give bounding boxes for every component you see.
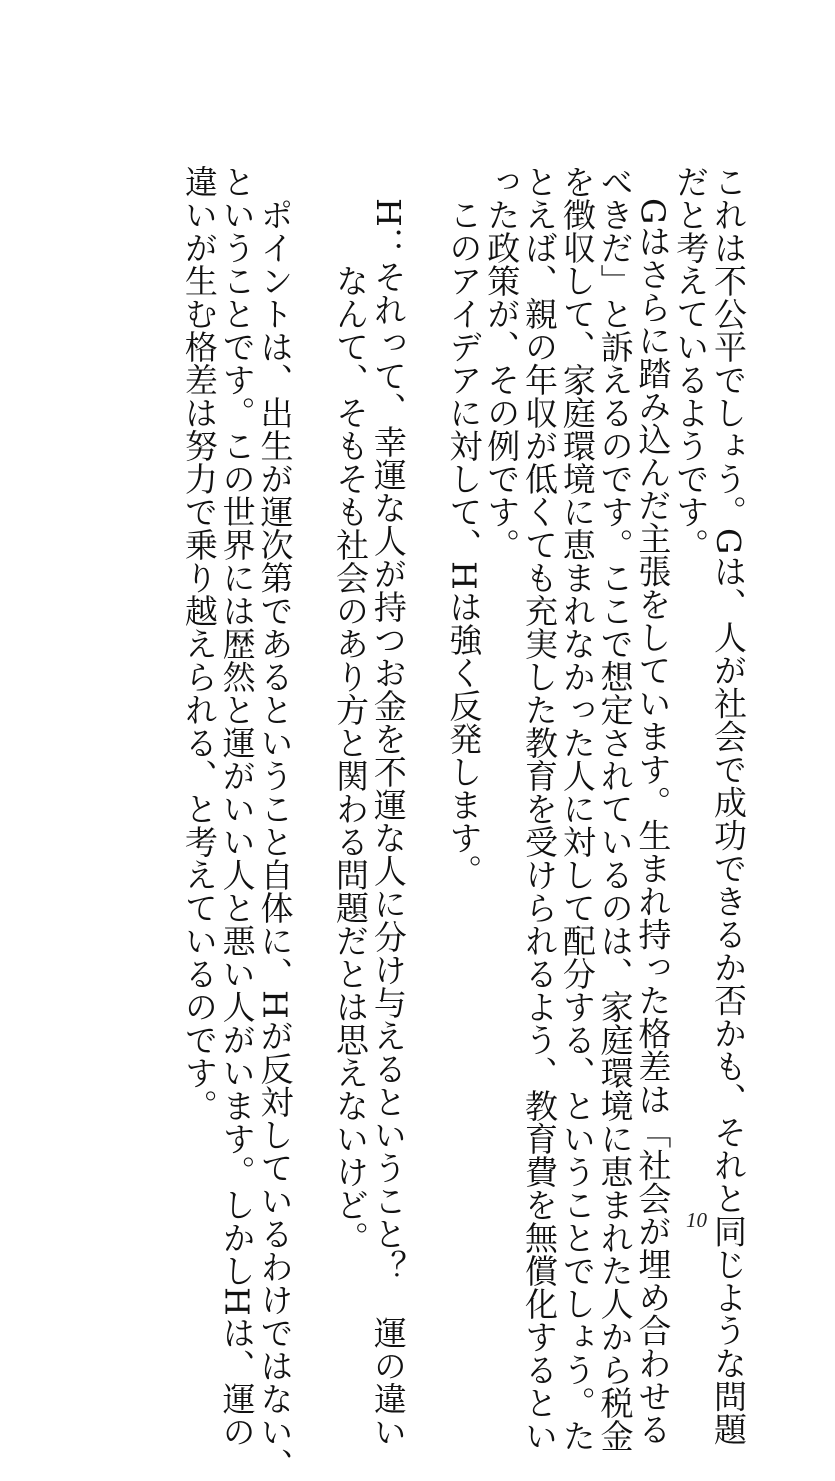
paragraph-4-line-3: 違いが生む格差は努力で乗り越えられる、と考えているのです。 bbox=[179, 165, 219, 1122]
paragraph-2-line-5: った政策が、その例です。 bbox=[482, 165, 522, 561]
paragraph-1-line-2: だと考えているようです。 bbox=[671, 165, 711, 561]
blank-line bbox=[407, 165, 445, 1195]
blank-line bbox=[293, 165, 331, 1195]
paragraph-2-line-1: Gはさらに踏み込んだ主張をしています。生まれ持った格差は「社会が埋め合わせる bbox=[633, 198, 673, 1446]
paragraph-4-line-2: ということです。この世界には歴然と運がいい人と悪い人がいます。しかしHは、運の bbox=[217, 165, 257, 1448]
paragraph-2-line-3: を徴収して、家庭環境に恵まれなかった人に対して配分する、ということでしょう。た bbox=[557, 165, 597, 1452]
paragraph-3-line-1: このアイデアに対して、Hは強く反発します。 bbox=[444, 198, 484, 887]
paragraph-4-line-1: ポイントは、出生が運次第であるということ自体に、Hが反対しているわけではない、 bbox=[255, 198, 295, 1481]
page-number: 10 bbox=[686, 1208, 707, 1232]
paragraph-2-line-2: べきだ」と訴えるのです。ここで想定されているのは、家庭環境に恵まれた人から税金 bbox=[595, 165, 635, 1452]
paragraph-1-line-1: これは不公平でしょう。Gは、人が社会で成功できるか否かも、それと同じような問題 bbox=[709, 165, 748, 1446]
quote-line-1: H：それって、幸運な人が持つお金を不運な人に分け与えるということ？ 運の違い bbox=[368, 198, 408, 1448]
quote-line-2: なんて、そもそも社会のあり方と関わる問題だとは思えないけど。 bbox=[331, 264, 371, 1254]
paragraph-2-line-4: とえば、親の年収が低くても充実した教育を受けられるよう、教育費を無償化するとい bbox=[520, 165, 560, 1452]
